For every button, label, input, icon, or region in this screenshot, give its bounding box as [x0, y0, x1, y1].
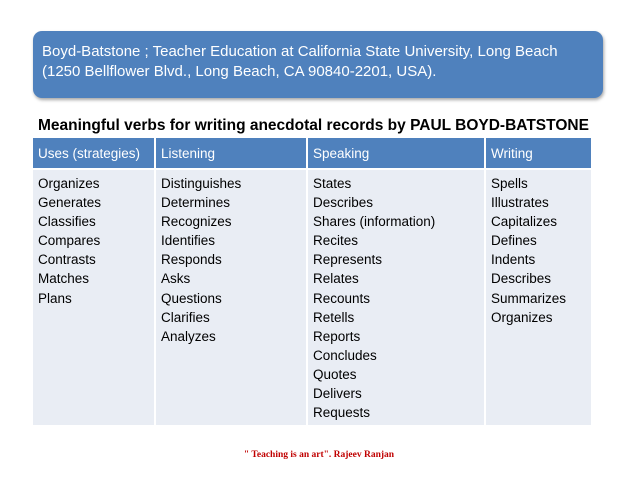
column-header-writing: Writing	[485, 138, 591, 169]
verb-item: Generates	[38, 195, 102, 211]
verb-item: Shares (information)	[313, 214, 436, 230]
column-header-uses: Uses (strategies)	[33, 138, 155, 169]
verb-item: Retells	[313, 309, 355, 325]
column-header-listening: Listening	[155, 138, 307, 169]
writing-cell	[485, 169, 591, 425]
verb-item: Compares	[38, 233, 101, 249]
verb-item: Classifies	[38, 214, 96, 230]
verb-item: Indents	[491, 252, 536, 268]
verb-item: Asks	[161, 271, 191, 287]
uses-cell	[33, 169, 155, 425]
verb-item: Describes	[313, 195, 374, 211]
verb-item: Summarizes	[491, 290, 567, 306]
column-header-speaking: Speaking	[307, 138, 485, 169]
verbs-table	[33, 138, 591, 425]
verb-item: Plans	[38, 290, 72, 306]
verb-item: Quotes	[313, 366, 357, 382]
verb-item: Recognizes	[161, 214, 232, 230]
title-banner	[33, 31, 603, 98]
verb-item: Questions	[161, 290, 222, 306]
speaking-cell	[307, 169, 485, 425]
listening-cell	[155, 169, 307, 425]
table-header-row	[33, 138, 591, 169]
verb-item: Capitalizes	[491, 214, 558, 230]
verb-item: Spells	[491, 176, 528, 191]
verb-item: Organizes	[38, 176, 100, 191]
verb-item: Delivers	[313, 386, 362, 402]
verb-item: Identifies	[161, 233, 216, 249]
verb-item: Describes	[491, 271, 552, 287]
table-row	[33, 169, 591, 425]
verb-item: Distinguishes	[161, 176, 242, 191]
table-title: Meaningful verbs for writing anecdotal records by PAUL BOYD-BATSTONE	[38, 117, 589, 134]
verb-item: Illustrates	[491, 195, 549, 211]
verb-item: Recites	[313, 233, 359, 249]
verb-item: Requests	[313, 405, 371, 421]
verb-item: Responds	[161, 252, 222, 268]
verb-item: Organizes	[491, 309, 553, 325]
verb-item: Defines	[491, 233, 537, 249]
verb-item: Represents	[313, 252, 383, 268]
verb-item: Recounts	[313, 290, 371, 306]
verb-item: Concludes	[313, 347, 377, 363]
verb-item: Reports	[313, 328, 361, 344]
verb-item: Matches	[38, 271, 90, 287]
verb-item: Contrasts	[38, 252, 96, 268]
footer-quote: " Teaching is an art". Rajeev Ranjan	[243, 450, 395, 460]
verb-item: States	[313, 176, 352, 191]
verb-item: Relates	[313, 271, 359, 287]
verb-item: Clarifies	[161, 309, 210, 325]
banner-line-2: (1250 Bellflower Blvd., Long Beach, CA 90840-2201, USA).	[42, 63, 437, 80]
verb-item: Determines	[161, 195, 231, 211]
verb-item: Analyzes	[161, 328, 216, 344]
banner-line-1: Boyd-Batstone ; Teacher Education at California State University, Long Beach	[42, 43, 558, 60]
